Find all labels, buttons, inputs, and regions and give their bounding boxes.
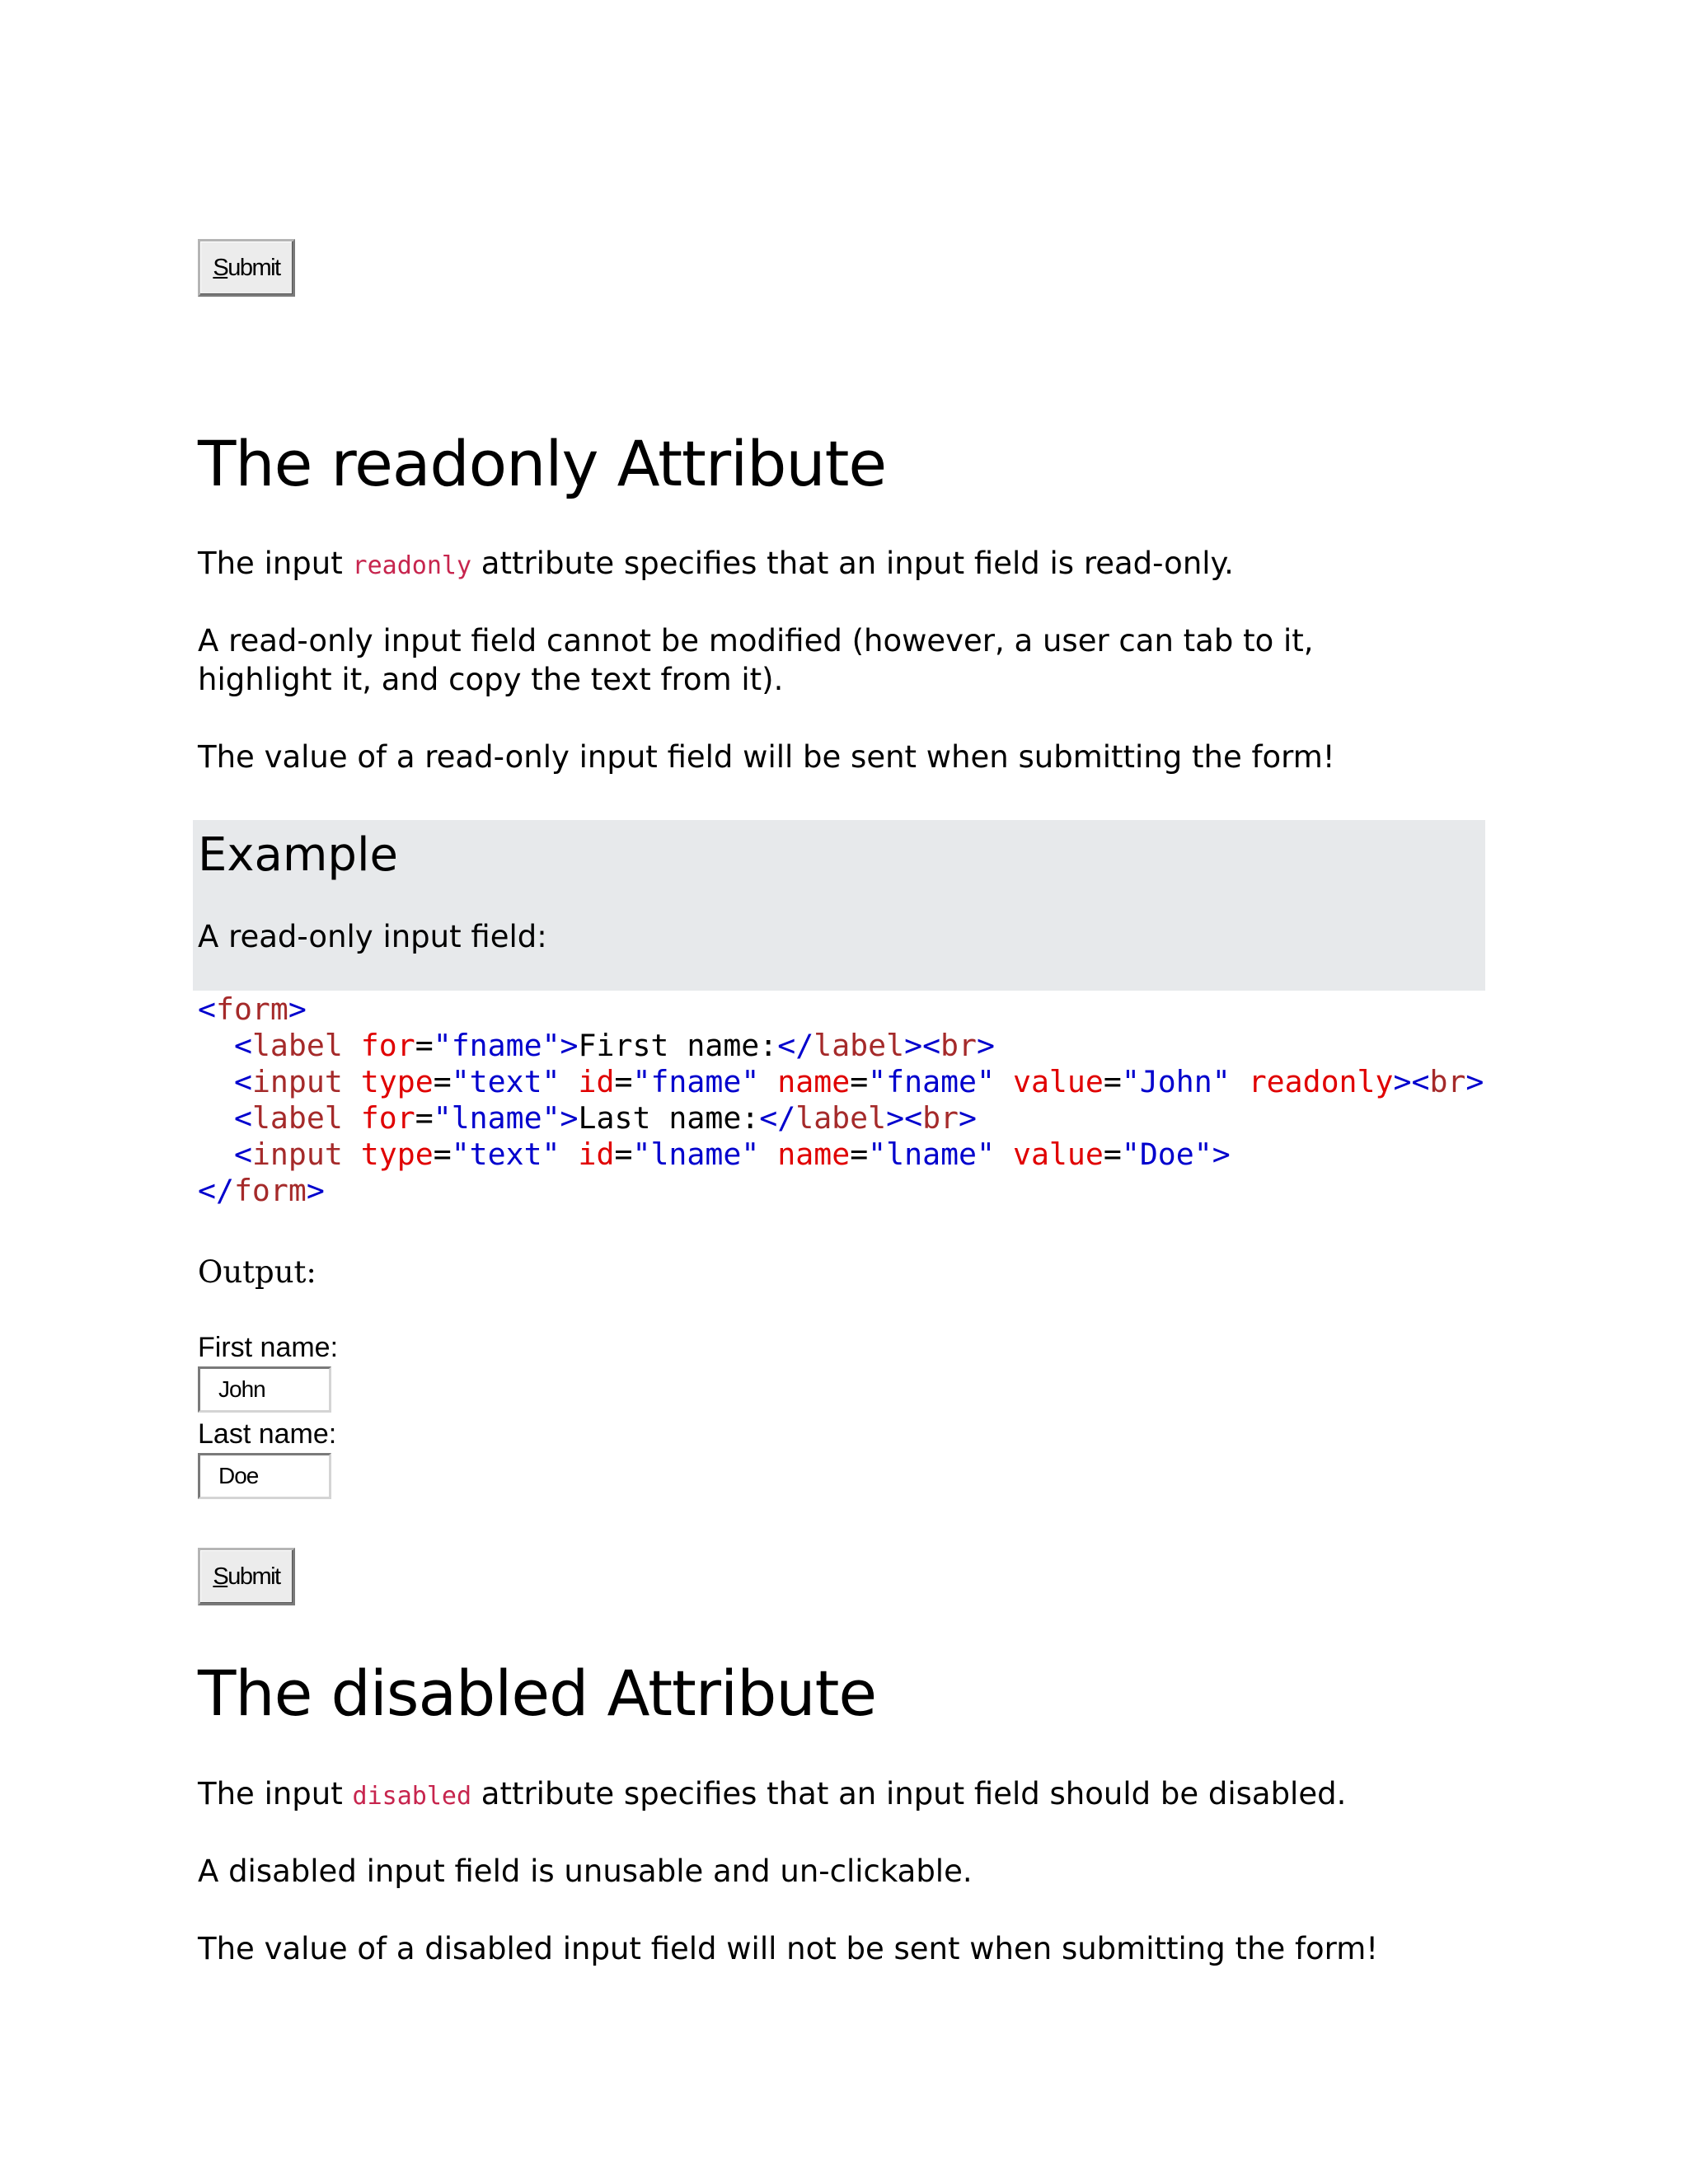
- code-value: "fname": [868, 1064, 995, 1099]
- readonly-code: readonly: [352, 551, 472, 580]
- submit-label: ubmit: [227, 1563, 280, 1590]
- example-description: A read-only input field:: [198, 919, 547, 954]
- code-attr: type: [360, 1064, 434, 1099]
- disabled-heading: The disabled Attribute: [198, 1657, 877, 1730]
- text-segment: The input: [198, 546, 353, 581]
- code-attr: name: [777, 1064, 851, 1099]
- readonly-paragraph-1: [198, 544, 1234, 585]
- readonly-paragraph-3: The value of a read-only input field will be sent when submitting the form!: [198, 739, 1335, 775]
- text-segment: The input: [198, 1776, 353, 1811]
- code-attr: value: [1012, 1064, 1104, 1099]
- text-segment: attribute specifies that an input field should be disabled.: [471, 1776, 1347, 1811]
- first-name-input[interactable]: [198, 1366, 331, 1413]
- last-name-label: Last name:: [198, 1418, 337, 1450]
- code-attr: for: [360, 1028, 415, 1063]
- code-value: "lname": [632, 1137, 760, 1172]
- text-segment: attribute specifies that an input field is read-only.: [471, 546, 1234, 581]
- code-attr: readonly: [1248, 1064, 1394, 1099]
- code-value: "lname": [433, 1100, 560, 1136]
- code-attr: id: [578, 1064, 615, 1099]
- code-value: "text": [451, 1137, 560, 1172]
- code-tag: form: [215, 991, 288, 1027]
- text-line: highlight it, and copy the text from it).: [198, 662, 784, 697]
- code-attr: id: [578, 1137, 615, 1172]
- code-tag: form: [233, 1173, 307, 1208]
- submit-accesskey: S: [213, 1563, 228, 1590]
- readonly-heading: The readonly Attribute: [198, 427, 887, 500]
- code-block: <form> <label for="fname">First name:</label><br> <input type="text" id="fname" name="fname" value="John" readonly><br> <label for="lname">Last name:</label><br> <input type="text" id="lname" name="lname" value="Doe"> </form>: [198, 991, 1484, 1208]
- code-value: "text": [451, 1064, 560, 1099]
- output-label: Output:: [198, 1254, 316, 1290]
- code-text: First name:: [578, 1028, 778, 1063]
- submit-button-example[interactable]: [198, 1548, 295, 1605]
- code-attr: value: [1012, 1137, 1104, 1172]
- submit-label: ubmit: [227, 254, 280, 281]
- code-attr: type: [360, 1137, 434, 1172]
- code-value: "Doe": [1121, 1137, 1212, 1172]
- code-value: "John": [1121, 1064, 1231, 1099]
- submit-accesskey: S: [213, 254, 228, 281]
- code-attr: for: [360, 1100, 415, 1136]
- code-value: "fname": [433, 1028, 560, 1063]
- submit-button-top[interactable]: [198, 239, 295, 297]
- disabled-code: disabled: [352, 1782, 472, 1811]
- disabled-paragraph-3: The value of a disabled input field will not be sent when submitting the form!: [198, 1931, 1379, 1966]
- code-tag: br: [940, 1028, 977, 1063]
- readonly-paragraph-2: [198, 621, 1314, 699]
- example-title: Example: [198, 828, 398, 882]
- code-tag: label: [251, 1028, 343, 1063]
- code-value: "lname": [868, 1137, 995, 1172]
- code-value: "fname": [632, 1064, 760, 1099]
- disabled-paragraph-2: A disabled input field is unusable and un-clickable.: [198, 1854, 973, 1889]
- text-line: A read-only input field cannot be modified (however, a user can tab to it,: [198, 623, 1314, 658]
- code-tag: input: [251, 1137, 343, 1172]
- code-tag: br: [1429, 1064, 1466, 1099]
- code-tag: br: [922, 1100, 959, 1136]
- code-attr: name: [777, 1137, 851, 1172]
- code-text: Last name:: [578, 1100, 760, 1136]
- first-name-label: First name:: [198, 1332, 339, 1363]
- code-tag: input: [251, 1064, 343, 1099]
- code-tag: label: [814, 1028, 905, 1063]
- last-name-input[interactable]: [198, 1453, 331, 1499]
- code-tag: label: [795, 1100, 887, 1136]
- code-tag: label: [251, 1100, 343, 1136]
- disabled-paragraph-1: [198, 1774, 1346, 1816]
